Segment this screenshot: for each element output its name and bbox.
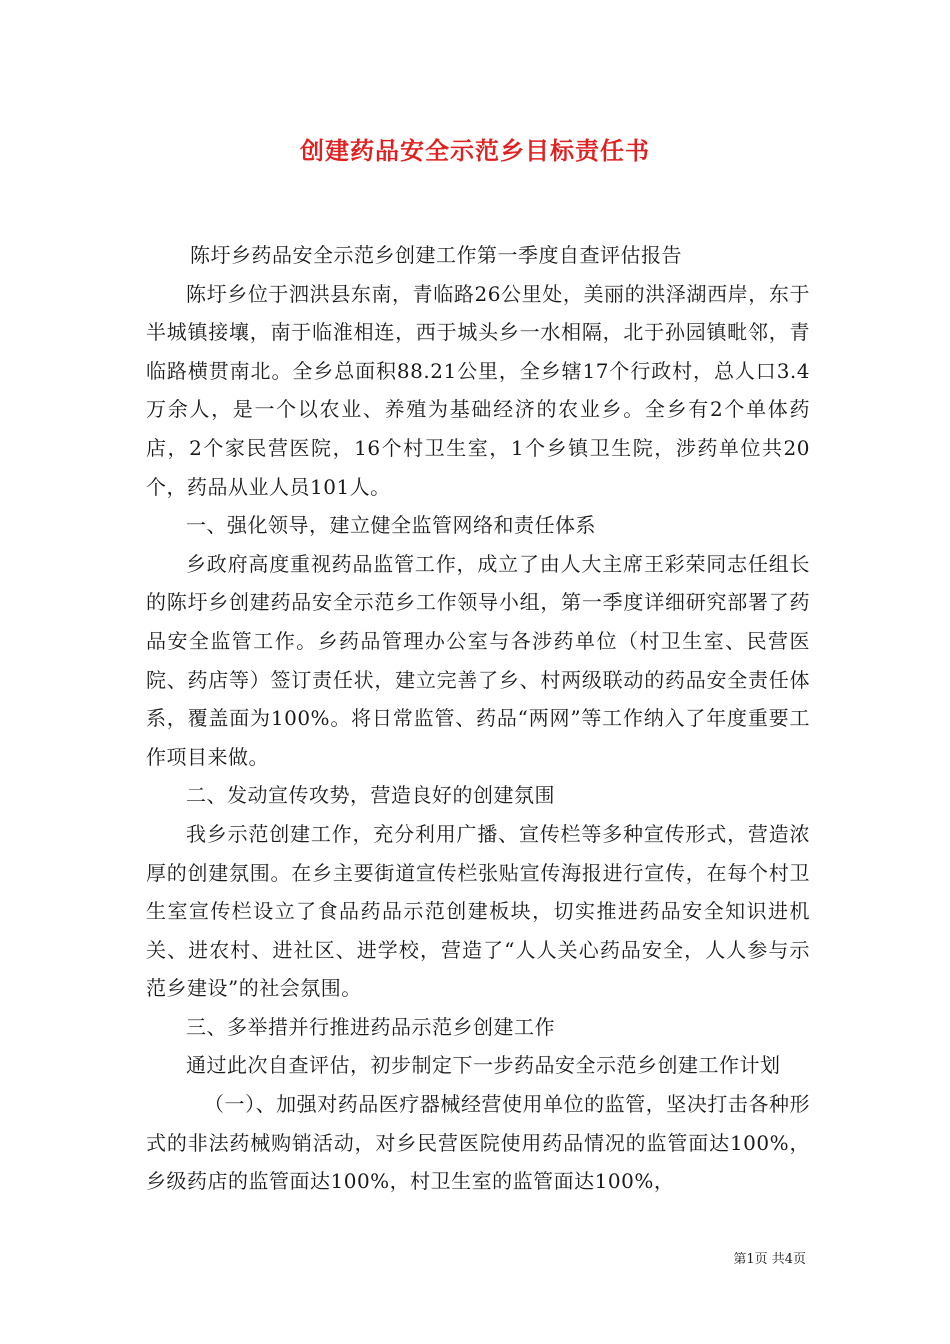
section-heading-1: 一、强化领导，建立健全监管网络和责任体系	[186, 513, 596, 538]
section-heading-3: 三、多举措并行推进药品示范乡创建工作	[186, 1014, 555, 1039]
report-subtitle: 陈圩乡药品安全示范乡创建工作第一季度自查评估报告	[190, 243, 682, 267]
document-body	[146, 236, 810, 1201]
document-title: 创建药品安全示范乡目标责任书	[300, 136, 650, 165]
paragraph-section-2: 我乡示范创建工作，充分利用广播、宣传栏等多种宣传形式，营造浓厚的创建氛围。在乡主要街道宣传栏张贴宣传海报进行宣传，在每个村卫生室宣传栏设立了食品药品示范创建板块，切实推进药品安全知识进机关、进农村、进社区、进学校，营造了“人人关心药品安全，人人参与示范乡建设”的社会氛围。	[146, 821, 810, 1001]
paragraph-section-3: 通过此次自查评估，初步制定下一步药品安全示范乡创建工作计划	[186, 1053, 781, 1078]
paragraph-intro: 陈圩乡位于泗洪县东南，青临路26公里处，美丽的洪泽湖西岸，东于半城镇接壤，南于临淮相连，西于城头乡一水相隔，北于孙园镇毗邻，青临路横贯南北。全乡总面积88.21公里，全乡辖17个行政村，总人口3.4万余人，是一个以农业、养殖为基础经济的农业乡。全乡有2个单体药店，2个家民营医院，16个村卫生室，1个乡镇卫生院，涉药单位共20个，药品从业人员101人。	[146, 281, 810, 499]
section-heading-2: 二、发动宣传攻势，营造良好的创建氛围	[186, 783, 555, 808]
paragraph-item-1: （一）、加强对药品医疗器械经营使用单位的监管，坚决打击各种形式的非法药械购销活动，对乡民营医院使用药品情况的监管面达100%，乡级药店的监管面达100%，村卫生室的监管面达100%，	[146, 1092, 810, 1194]
page-number: 第1页 共4页	[733, 1252, 806, 1267]
paragraph-section-1: 乡政府高度重视药品监管工作，成立了由人大主席王彩荣同志任组长的陈圩乡创建药品安全示范乡工作领导小组，第一季度详细研究部署了药品安全监管工作。乡药品管理办公室与各涉药单位（村卫生室、民营医院、药店等）签订责任状，建立完善了乡、村两级联动的药品安全责任体系，覆盖面为100%。将日常监管、药品“两网”等工作纳入了年度重要工作项目来做。	[146, 551, 810, 769]
